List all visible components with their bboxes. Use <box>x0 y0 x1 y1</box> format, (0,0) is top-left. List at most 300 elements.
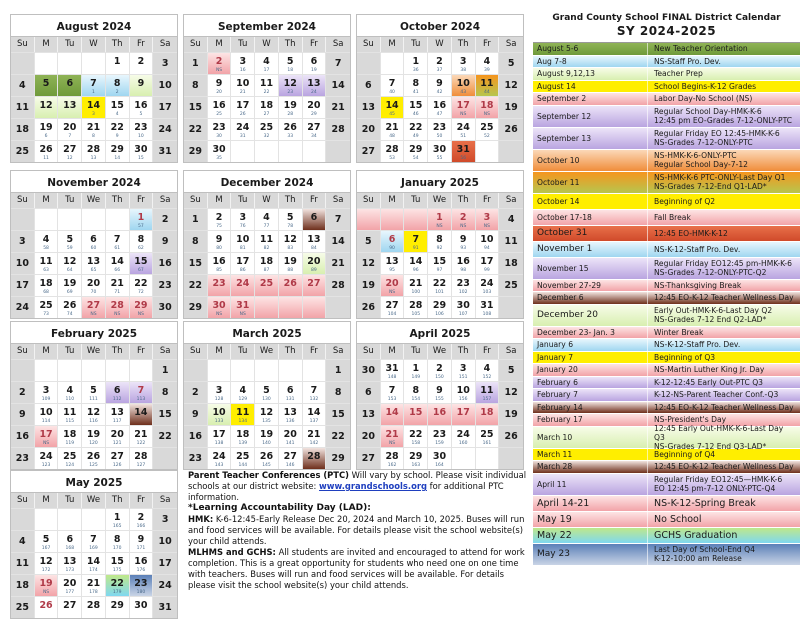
day-cell <box>11 96 35 118</box>
day-cell <box>35 425 59 447</box>
day-number: 14 <box>331 80 345 91</box>
month-title: January 2025 <box>357 171 523 193</box>
day-number: 27 <box>307 278 321 289</box>
empty-day-cell <box>11 52 35 74</box>
day-number: 16 <box>212 100 226 111</box>
day-number: 2 <box>215 56 223 67</box>
day-number: 16 <box>456 256 470 267</box>
school-day-count: 162 <box>387 463 397 468</box>
day-number: 7 <box>388 78 396 89</box>
day-number: 13 <box>307 234 321 245</box>
day-number: 5 <box>365 236 372 247</box>
day-cell <box>130 230 154 252</box>
day-cell <box>255 381 279 403</box>
day-cell <box>208 74 232 96</box>
day-cell <box>11 118 35 140</box>
day-number: 29 <box>134 300 148 311</box>
school-day-count: NS <box>114 312 121 317</box>
school-day-count: 128 <box>214 397 224 402</box>
school-day-count: 127 <box>136 463 146 468</box>
day-number: 31 <box>480 300 494 311</box>
day-cell <box>153 274 177 296</box>
event-description-line: NS-President's Day <box>654 415 727 425</box>
school-day-count: 100 <box>411 290 421 295</box>
empty-day-cell <box>255 359 279 381</box>
school-day-count: 59 <box>66 246 73 251</box>
empty-day-cell <box>255 140 279 162</box>
day-number: 5 <box>263 385 270 396</box>
day-cell <box>208 52 232 74</box>
weekday-label: Su <box>184 193 208 208</box>
event-description <box>648 377 800 389</box>
weekday-label: Su <box>357 344 381 359</box>
event-date: December 6 <box>533 292 648 304</box>
day-number: 30 <box>432 451 447 462</box>
day-cell <box>231 274 255 296</box>
school-day-count: 11 <box>43 156 49 161</box>
day-cell <box>357 252 381 274</box>
empty-day-cell <box>58 52 82 74</box>
weekday-label: Fr <box>130 193 154 208</box>
day-number: 9 <box>161 236 169 247</box>
school-day-count: 84 <box>311 246 317 251</box>
school-day-count: 122 <box>136 441 146 446</box>
day-cell <box>58 96 82 118</box>
weekday-label: Sa <box>332 39 344 49</box>
day-cell <box>231 381 255 403</box>
day-cell <box>153 52 177 74</box>
day-cell <box>303 274 327 296</box>
event-description-line: Regular Friday EO12:45 pm-HMK-K-6 <box>654 259 792 268</box>
school-day-count: 8 <box>92 134 95 139</box>
day-cell <box>11 381 35 403</box>
weekday-label: Fr <box>130 493 154 508</box>
day-number: 27 <box>63 600 77 611</box>
school-day-count: 72 <box>138 290 144 295</box>
day-cell <box>35 552 59 574</box>
day-cell <box>476 230 500 252</box>
day-number: 15 <box>432 256 447 267</box>
school-day-count: 158 <box>411 441 421 446</box>
day-number: 6 <box>365 80 372 91</box>
day-number: 6 <box>113 385 121 396</box>
event-description-line: NS-Grades 7-12-ONLY-PTC-Q2 <box>654 268 767 277</box>
day-number: 12 <box>504 387 518 398</box>
event-row <box>533 327 800 340</box>
day-cell <box>476 52 500 74</box>
event-description-line: K-12-10:00 am Release <box>654 554 742 563</box>
school-day-count: 3 <box>92 112 95 117</box>
day-cell <box>499 359 523 381</box>
day-number: 24 <box>158 580 172 591</box>
day-number: 17 <box>456 100 470 111</box>
day-cell <box>184 208 208 230</box>
day-number: 25 <box>259 278 274 289</box>
school-day-count: 143 <box>214 463 224 468</box>
day-grid <box>11 508 177 618</box>
day-number: 12 <box>259 407 274 418</box>
school-day-count: 44 <box>484 90 490 95</box>
day-number: 21 <box>86 122 101 133</box>
event-date: January 6 <box>533 339 648 351</box>
event-row <box>533 449 800 462</box>
day-cell <box>35 230 59 252</box>
day-cell <box>11 447 35 469</box>
day-number: 11 <box>39 256 53 267</box>
day-number: 31 <box>158 602 172 613</box>
day-number: 17 <box>236 256 250 267</box>
day-number: 22 <box>158 431 172 442</box>
weekday-label: Tu <box>404 193 428 208</box>
month-title: October 2024 <box>357 15 523 37</box>
day-number: 24 <box>236 122 250 133</box>
weekday-label: Th <box>452 37 476 52</box>
event-description <box>648 528 800 543</box>
day-number: 31 <box>236 300 250 311</box>
school-day-count: 139 <box>238 441 248 446</box>
day-cell <box>153 574 177 596</box>
weekday-label: M <box>381 344 405 359</box>
day-number: 5 <box>507 58 515 69</box>
school-day-count: 19 <box>311 68 317 73</box>
day-cell <box>106 252 130 274</box>
event-date: December 23- Jan. 3 <box>533 327 648 339</box>
day-cell <box>153 530 177 552</box>
day-number: 14 <box>409 256 423 267</box>
weekday-label: W <box>82 37 106 52</box>
month-calendar <box>183 321 351 470</box>
event-description <box>648 258 800 279</box>
day-cell <box>499 118 523 140</box>
day-number: 1 <box>412 363 420 374</box>
day-cell <box>428 403 452 425</box>
school-day-count: 18 <box>287 68 294 73</box>
weekday-header <box>184 193 350 208</box>
day-number: 18 <box>236 429 250 440</box>
day-number: 17 <box>480 256 494 267</box>
day-cell <box>476 74 500 96</box>
ptc-text-2: for additional PTC information. <box>188 481 504 502</box>
school-day-count: 26 <box>239 112 246 117</box>
day-cell <box>106 74 130 96</box>
day-cell <box>499 252 523 274</box>
day-number: 30 <box>158 302 172 313</box>
day-number: 4 <box>42 234 50 245</box>
day-cell <box>184 52 208 74</box>
school-day-count: 58 <box>43 246 49 251</box>
month-calendar <box>183 14 351 163</box>
day-cell <box>476 252 500 274</box>
day-number: 1 <box>113 56 121 67</box>
school-day-count: 121 <box>112 441 122 446</box>
event-date: August 9,12,13 <box>533 68 648 80</box>
school-day-count: 167 <box>41 546 51 551</box>
empty-day-cell <box>106 208 130 230</box>
school-day-count: 154 <box>411 397 421 402</box>
school-day-count: 42 <box>436 90 443 95</box>
day-number: 23 <box>432 122 447 133</box>
day-cell <box>452 74 476 96</box>
day-number: 24 <box>39 451 53 462</box>
event-description-line: Regular Friday EO12:45—HMK-K-6 <box>654 475 783 484</box>
day-cell <box>428 447 452 469</box>
empty-day-cell <box>255 296 279 318</box>
event-description-line: Beginning of Q3 <box>654 352 716 362</box>
event-description-line: Last Day of School-End Q4 <box>654 545 755 554</box>
weekday-label: M <box>35 37 59 52</box>
day-cell <box>326 274 350 296</box>
school-day-count: 120 <box>89 441 98 446</box>
day-number: 2 <box>436 56 443 67</box>
day-cell <box>381 359 405 381</box>
school-day-count: 112 <box>112 397 122 402</box>
day-cell <box>208 230 232 252</box>
day-number: 23 <box>15 453 29 464</box>
school-day-count: 126 <box>112 463 122 468</box>
school-day-count: 6 <box>44 134 48 139</box>
day-number: 4 <box>19 80 26 91</box>
day-number: 30 <box>212 144 226 155</box>
school-day-count: 5 <box>139 112 143 117</box>
day-number: 12 <box>39 100 53 111</box>
school-day-count: 97 <box>436 268 443 273</box>
day-number: 15 <box>110 100 124 111</box>
school-day-count: 108 <box>482 312 492 317</box>
day-number: 3 <box>161 58 169 69</box>
district-website-link[interactable]: www.grandschools.org <box>319 481 427 491</box>
day-cell <box>381 447 405 469</box>
weekday-label: Tu <box>58 193 82 208</box>
day-number: 10 <box>456 385 470 396</box>
day-number: 8 <box>334 387 342 398</box>
day-number: 29 <box>110 600 124 611</box>
empty-day-cell <box>279 140 303 162</box>
day-cell <box>153 596 177 618</box>
event-description-line: NS-Thanksgiving Break <box>654 280 742 290</box>
day-cell <box>106 447 130 469</box>
day-cell <box>208 96 232 118</box>
month-calendar <box>10 170 178 319</box>
day-number: 25 <box>236 451 250 462</box>
day-cell <box>11 140 35 162</box>
empty-day-cell <box>357 52 381 74</box>
weekday-header <box>11 493 177 508</box>
event-row <box>533 544 800 566</box>
day-cell <box>58 425 82 447</box>
day-cell <box>326 425 350 447</box>
event-row <box>533 81 800 94</box>
day-number: 22 <box>409 122 423 133</box>
day-grid <box>11 52 177 162</box>
day-number: 29 <box>331 453 345 464</box>
day-cell <box>58 574 82 596</box>
day-cell <box>153 140 177 162</box>
day-cell <box>106 296 130 318</box>
event-row <box>533 528 800 544</box>
day-number: 25 <box>504 280 518 291</box>
event-row <box>533 56 800 69</box>
weekday-label: Su <box>11 493 35 508</box>
school-day-count: 116 <box>89 419 98 424</box>
panel-title: Grand County School FINAL District Calendar <box>552 13 781 23</box>
day-cell <box>11 403 35 425</box>
empty-day-cell <box>303 296 327 318</box>
event-description <box>648 106 800 127</box>
day-number: 4 <box>483 56 491 67</box>
day-cell <box>231 230 255 252</box>
school-day-count: 78 <box>287 224 294 229</box>
weekday-label: Sa <box>159 495 171 505</box>
day-number: 23 <box>432 429 447 440</box>
day-cell <box>452 118 476 140</box>
event-description <box>648 194 800 209</box>
event-description-line: Winter Break <box>654 327 704 337</box>
school-day-count: 102 <box>458 290 468 295</box>
school-day-count: NS <box>483 112 491 117</box>
day-cell <box>184 274 208 296</box>
day-cell <box>303 403 327 425</box>
day-number: 19 <box>63 278 77 289</box>
day-cell <box>428 381 452 403</box>
day-number: 19 <box>361 280 375 291</box>
day-cell <box>184 447 208 469</box>
day-number: 6 <box>365 387 372 398</box>
day-cell <box>208 274 232 296</box>
day-cell <box>130 208 154 230</box>
day-cell <box>82 530 106 552</box>
empty-day-cell <box>208 359 232 381</box>
day-cell <box>357 447 381 469</box>
day-number: 1 <box>192 214 199 225</box>
day-cell <box>452 230 476 252</box>
weekday-label: Th <box>452 344 476 359</box>
weekday-label: Su <box>357 37 381 52</box>
day-number: 27 <box>283 451 297 462</box>
day-number: 12 <box>504 80 518 91</box>
event-date: May 19 <box>533 512 648 527</box>
weekday-label: Sa <box>332 195 344 205</box>
weekday-label: Tu <box>58 493 82 508</box>
day-number: 28 <box>409 300 423 311</box>
mlhms-note <box>188 547 528 591</box>
event-description-line: 12:45 pm EO-Grades 7-12-ONLY-PTC <box>654 116 793 125</box>
day-cell <box>255 274 279 296</box>
day-number: 17 <box>158 558 172 569</box>
event-row <box>533 242 800 258</box>
event-description-line: NS-HMK-K-6-ONLY-PTC <box>654 151 737 160</box>
school-day-count: 174 <box>89 568 98 573</box>
day-number: 26 <box>504 431 518 442</box>
day-cell <box>11 425 35 447</box>
day-cell <box>499 425 523 447</box>
school-day-count: 173 <box>65 568 75 573</box>
empty-day-cell <box>476 140 500 162</box>
school-day-count: 137 <box>309 419 319 424</box>
day-number: 10 <box>158 536 172 547</box>
day-number: 2 <box>137 512 145 523</box>
school-day-count: 69 <box>66 290 73 295</box>
day-cell <box>208 140 232 162</box>
event-date: October 11 <box>533 172 648 193</box>
day-cell <box>58 447 82 469</box>
day-cell <box>255 230 279 252</box>
day-number: 9 <box>436 385 443 396</box>
school-day-count: NS <box>460 112 467 117</box>
day-cell <box>130 574 154 596</box>
day-number: 9 <box>192 409 199 420</box>
day-cell <box>184 74 208 96</box>
school-day-count: 40 <box>389 90 395 95</box>
day-number: 18 <box>63 429 77 440</box>
day-number: 30 <box>134 600 148 611</box>
event-description <box>648 210 800 225</box>
day-number: 2 <box>436 363 443 374</box>
day-cell <box>184 381 208 403</box>
weekday-label: Th <box>106 344 130 359</box>
day-cell <box>82 274 106 296</box>
day-cell <box>208 252 232 274</box>
day-cell <box>82 96 106 118</box>
empty-day-cell <box>58 508 82 530</box>
day-number: 9 <box>215 234 223 245</box>
day-number: 10 <box>212 407 226 418</box>
day-cell <box>153 552 177 574</box>
school-day-count: 95 <box>389 268 395 273</box>
day-cell <box>303 74 327 96</box>
day-cell <box>231 118 255 140</box>
hmk-label: HMK: <box>188 514 214 524</box>
school-day-count: 62 <box>138 246 144 251</box>
day-cell <box>404 74 428 96</box>
day-cell <box>208 403 232 425</box>
day-cell <box>404 140 428 162</box>
day-number: 13 <box>361 409 375 420</box>
event-description <box>648 449 800 461</box>
event-date: February 6 <box>533 377 648 389</box>
event-description <box>648 496 800 511</box>
day-number: 14 <box>86 100 101 111</box>
day-cell <box>11 552 35 574</box>
month-title: September 2024 <box>184 15 350 37</box>
event-row <box>533 258 800 280</box>
day-cell <box>279 230 303 252</box>
event-date: March 10 <box>533 427 648 448</box>
day-number: 23 <box>158 280 172 291</box>
event-date: April 14-21 <box>533 496 648 511</box>
weekday-label: Th <box>279 344 303 359</box>
empty-day-cell <box>303 140 327 162</box>
event-description <box>648 423 800 451</box>
school-day-count: 132 <box>309 397 319 402</box>
event-date: May 22 <box>533 528 648 543</box>
day-number: 26 <box>283 278 297 289</box>
weekday-label: Tu <box>231 193 255 208</box>
weekday-header <box>357 193 523 208</box>
empty-day-cell <box>130 359 154 381</box>
day-cell <box>35 381 59 403</box>
school-day-count: 85 <box>216 268 222 273</box>
school-day-count: NS <box>90 312 97 317</box>
event-date: February 7 <box>533 389 648 401</box>
day-number: 23 <box>134 122 148 133</box>
school-day-count: 175 <box>112 568 122 573</box>
event-description-line: 12:45 EO-K-12 Teacher Wellness Day <box>654 402 794 412</box>
day-cell <box>404 230 428 252</box>
day-cell <box>255 52 279 74</box>
day-cell <box>82 296 106 318</box>
day-number: 21 <box>110 278 124 289</box>
day-cell <box>255 447 279 469</box>
